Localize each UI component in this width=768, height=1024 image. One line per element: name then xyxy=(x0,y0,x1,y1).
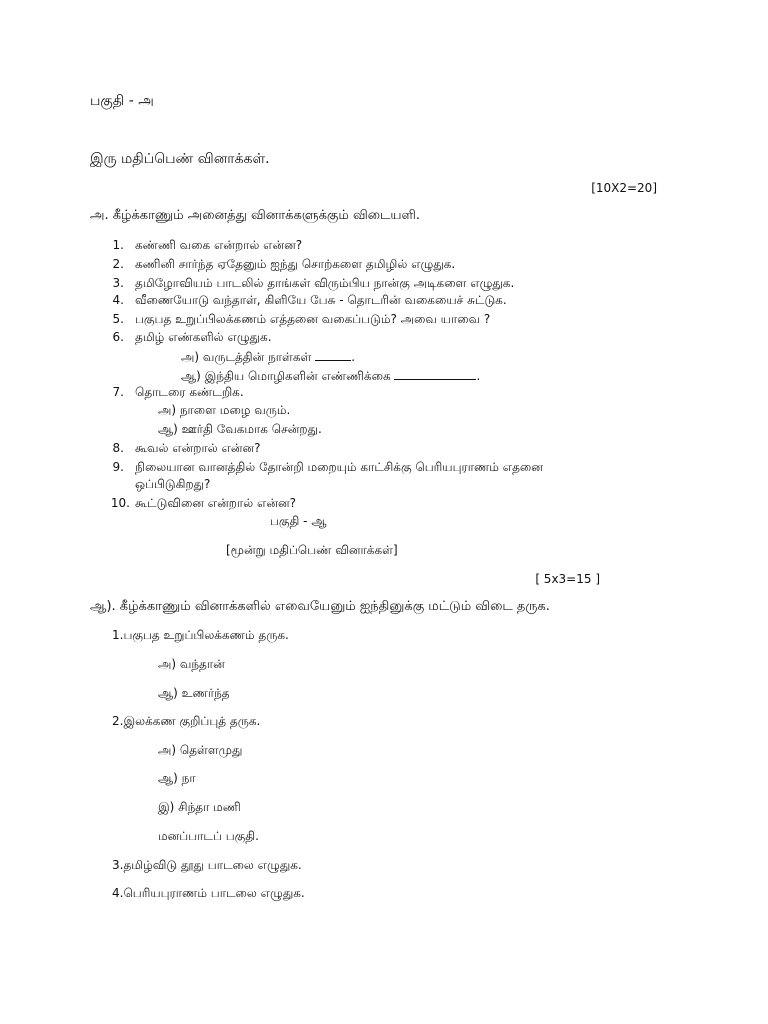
q6-sub-b xyxy=(181,368,480,383)
part-a-marks-type: இரு மதிப்பெண் வினாக்கள். xyxy=(90,151,270,167)
answer-blank xyxy=(394,368,476,380)
question-text: தமிழ் எண்களில் எழுதுக. xyxy=(135,330,272,344)
question-text: கூட்டுவினை என்றால் என்ன? xyxy=(135,496,296,510)
question-number: 8. xyxy=(112,441,124,455)
part-b-marks-total: [ 5x3=15 ] xyxy=(535,572,600,586)
part-b-heading: பகுதி - ஆ xyxy=(270,514,327,528)
part-b-q3: 3.தமிழ்விடு தூது பாடலை எழுதுக. xyxy=(112,858,302,872)
question-number: 10. xyxy=(110,496,130,510)
part-b-q2-sub-a: அ) தெள்ளமுது xyxy=(158,743,243,757)
part-b-instruction: ஆ). கீழ்க்காணும் வினாக்களில் எவையேனும் ஐந்தினுக்கு மட்டும் விடை தருக. xyxy=(90,599,550,614)
question-text: கணினி சார்ந்த ஏதேனும் ஐந்து சொற்களை தமிழில் எழுதுக. xyxy=(135,257,456,271)
part-b-q2: 2.இலக்கண குறிப்புத் தருக. xyxy=(112,714,261,728)
question-number: 6. xyxy=(112,330,124,344)
part-a-heading: பகுதி - அ xyxy=(90,93,154,109)
question-text: வீணையோடு வந்தாள், கிளியே பேசு - தொடரின் வகையைச் சுட்டுக. xyxy=(135,293,507,307)
part-b-q4: 4.பெரியபுராணம் பாடலை எழுதுக. xyxy=(112,886,305,900)
question-number: 9. xyxy=(112,460,124,474)
question-text: தொடரை கண்டறிக. xyxy=(135,385,244,399)
part-b-q1-sub-a: அ) வந்தான் xyxy=(158,657,225,671)
part-b-q1: 1.பகுபத உறுப்பிலக்கணம் தருக. xyxy=(112,628,289,642)
question-number: 4. xyxy=(112,293,124,307)
question-number: 3. xyxy=(112,276,124,290)
q7-sub-a: அ) நாளை மழை வரும். xyxy=(158,403,291,417)
answer-blank xyxy=(315,349,351,361)
part-b-q2-sub-b: ஆ) நா xyxy=(158,771,196,785)
q6-sub-b-end: . xyxy=(476,369,481,383)
part-a-marks-total: [10X2=20] xyxy=(591,181,657,195)
question-number: 1. xyxy=(112,238,124,252)
question-number: 2. xyxy=(112,257,124,271)
part-b-q1-sub-b: ஆ) உணர்ந்த xyxy=(158,686,230,700)
part-a-instruction: அ. கீழ்க்காணும் அனைத்து வினாக்களுக்கும் விடையளி. xyxy=(90,208,421,223)
question-text: கண்ணி வகை என்றால் என்ன? xyxy=(135,238,303,252)
memory-section-label: மனப்பாடப் பகுதி. xyxy=(158,829,259,843)
q7-sub-b: ஆ) ஊர்தி வேகமாக சென்றது. xyxy=(158,422,322,436)
q6-sub-a-text: அ) வருடத்தின் நாள்கள் xyxy=(181,350,312,364)
question-number: 5. xyxy=(112,312,124,326)
q6-sub-a-end: . xyxy=(351,350,356,364)
q6-sub-a xyxy=(181,349,355,364)
question-text: பகுபத உறுப்பிலக்கணம் எத்தனை வகைப்படும்? அவை யாவை ? xyxy=(135,312,491,326)
part-b-marks-type: [மூன்று மதிப்பெண் வினாக்கள்] xyxy=(226,543,398,557)
question-text: நிலையான வானத்தில் தோன்றி மறையும் காட்சிக்கு பெரியபுராணம் எதனை xyxy=(135,460,543,474)
question-text: தமிழோவியம் பாடலில் தாங்கள் விரும்பிய நான்கு அடிகளை எழுதுக. xyxy=(135,276,515,290)
part-b-q2-sub-c: இ) சிந்தா மணி xyxy=(158,800,241,814)
question-number: 7. xyxy=(112,385,124,399)
q6-sub-b-text: ஆ) இந்திய மொழிகளின் எண்ணிக்கை xyxy=(181,369,391,383)
question-text: கூவல் என்றால் என்ன? xyxy=(135,441,261,455)
q9-continuation: ஒப்பிடுகிறது? xyxy=(135,477,211,491)
